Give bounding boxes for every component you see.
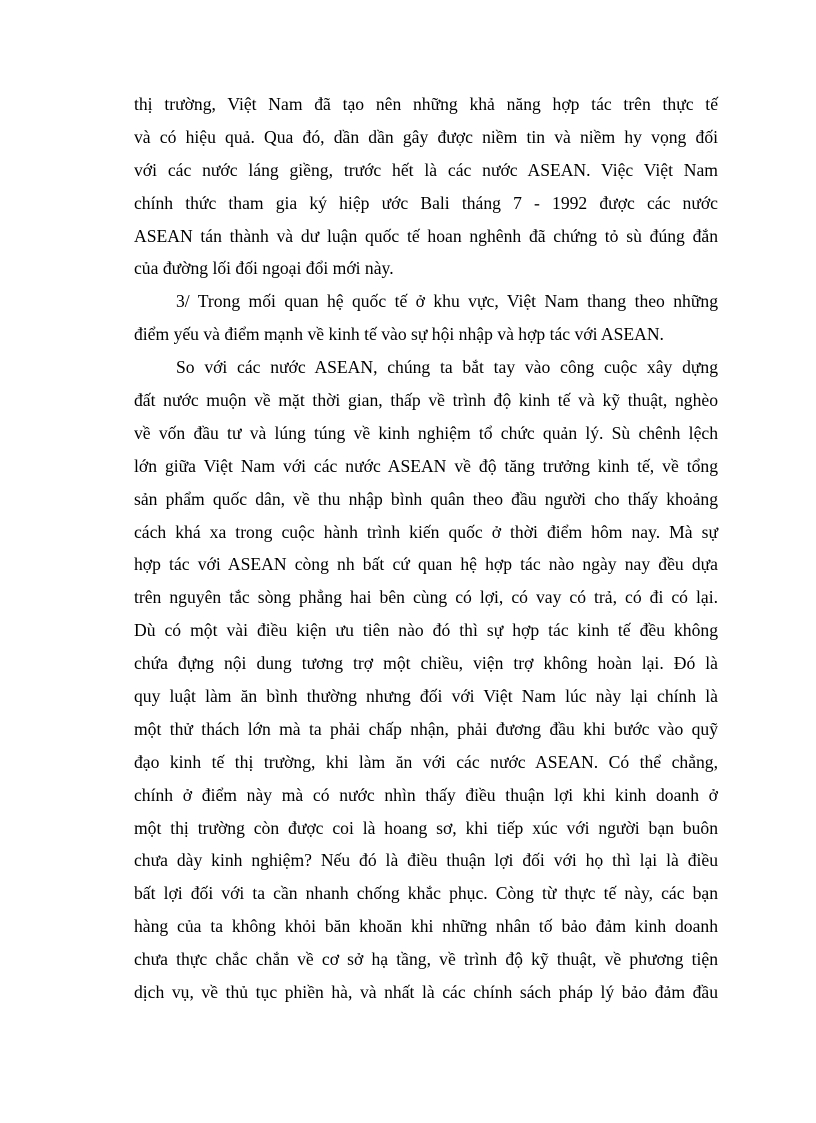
text-line: sản phẩm quốc dân, về thu nhập bình quân theo đầu người cho thấy khoảng bbox=[134, 488, 718, 509]
text-line: thị trường, Việt Nam đã tạo nên những khả năng hợp tác trên thực tế bbox=[134, 94, 718, 114]
text-line: một thử thách lớn mà ta phải chấp nhận, phải đương đầu khi bước vào quỹ bbox=[134, 718, 718, 739]
text-line: lớn giữa Việt Nam với các nước ASEAN về độ tăng trưởng kinh tế, về tổng bbox=[134, 455, 718, 476]
text-line: chính thức tham gia ký hiệp ước Bali tháng 7 - 1992 được các nước bbox=[134, 192, 718, 213]
text-line: đạo kinh tế thị trường, khi làm ăn với các nước ASEAN. Có thể chẳng, bbox=[134, 751, 718, 772]
text-line: và có hiệu quả. Qua đó, dần dần gây được niềm tin và niềm hy vọng đối bbox=[134, 126, 718, 147]
section-heading-line: điểm yếu và điểm mạnh về kinh tế vào sự hội nhập và hợp tác với ASEAN. bbox=[134, 324, 664, 345]
text-line: hàng của ta không khỏi băn khoăn khi những nhân tố bảo đảm kinh doanh bbox=[134, 916, 718, 937]
text-line: chính ở điểm này mà có nước nhìn thấy điều thuận lợi khi kinh doanh ở bbox=[134, 784, 718, 805]
text-line: của đường lối đối ngoại đổi mới này. bbox=[134, 258, 394, 279]
paragraph-first-line: So với các nước ASEAN, chúng ta bắt tay vào công cuộc xây dựng bbox=[176, 357, 718, 378]
text-line: về vốn đầu tư và lúng túng về kinh nghiệm tổ chức quản lý. Sù chênh lệch bbox=[134, 422, 718, 443]
text-line: ASEAN tán thành và dư luận quốc tế hoan nghênh đã chứng tỏ sù đúng đắn bbox=[134, 225, 718, 246]
body-text bbox=[134, 88, 718, 1009]
text-line: với các nước láng giềng, trước hết là các nước ASEAN. Việc Việt Nam bbox=[134, 159, 718, 180]
text-line: hợp tác với ASEAN còng nh bất cứ quan hệ hợp tác nào ngày nay đều dựa bbox=[134, 554, 718, 575]
text-line: quy luật làm ăn bình thường nhưng đối với Việt Nam lúc này lại chính là bbox=[134, 686, 718, 707]
text-line: chưa dày kinh nghiệm? Nếu đó là điều thuận lợi đối với họ thì lại là điều bbox=[134, 850, 718, 871]
text-line: cách khá xa trong cuộc hành trình kiến quốc ở thời điểm hôm nay. Mà sự bbox=[134, 521, 718, 542]
text-line: dịch vụ, về thủ tục phiền hà, và nhất là các chính sách pháp lý bảo đảm đầu bbox=[134, 982, 718, 1003]
text-line: chưa thực chắc chắn về cơ sở hạ tầng, về trình độ kỹ thuật, về phương tiện bbox=[134, 949, 718, 970]
text-line: chứa đựng nội dung tương trợ một chiều, viện trợ không hoàn lại. Đó là bbox=[134, 653, 718, 674]
text-line: Dù có một vài điều kiện ưu tiên nào đó thì sự hợp tác kinh tế đều không bbox=[134, 620, 718, 641]
text-line: đất nước muộn về mặt thời gian, thấp về trình độ kinh tế và kỹ thuật, nghèo bbox=[134, 390, 718, 411]
text-line: trên nguyên tắc sòng phẳng hai bên cùng có lợi, có vay có trả, có đi có lại. bbox=[134, 587, 718, 608]
section-heading-line: 3/ Trong mối quan hệ quốc tế ở khu vực, Việt Nam thang theo những bbox=[176, 291, 718, 312]
text-line: một thị trường còn được coi là hoang sơ, khi tiếp xúc với người bạn buôn bbox=[134, 817, 718, 838]
text-line: bất lợi đối với ta cần nhanh chống khắc phục. Còng từ thực tế này, các bạn bbox=[134, 883, 718, 904]
